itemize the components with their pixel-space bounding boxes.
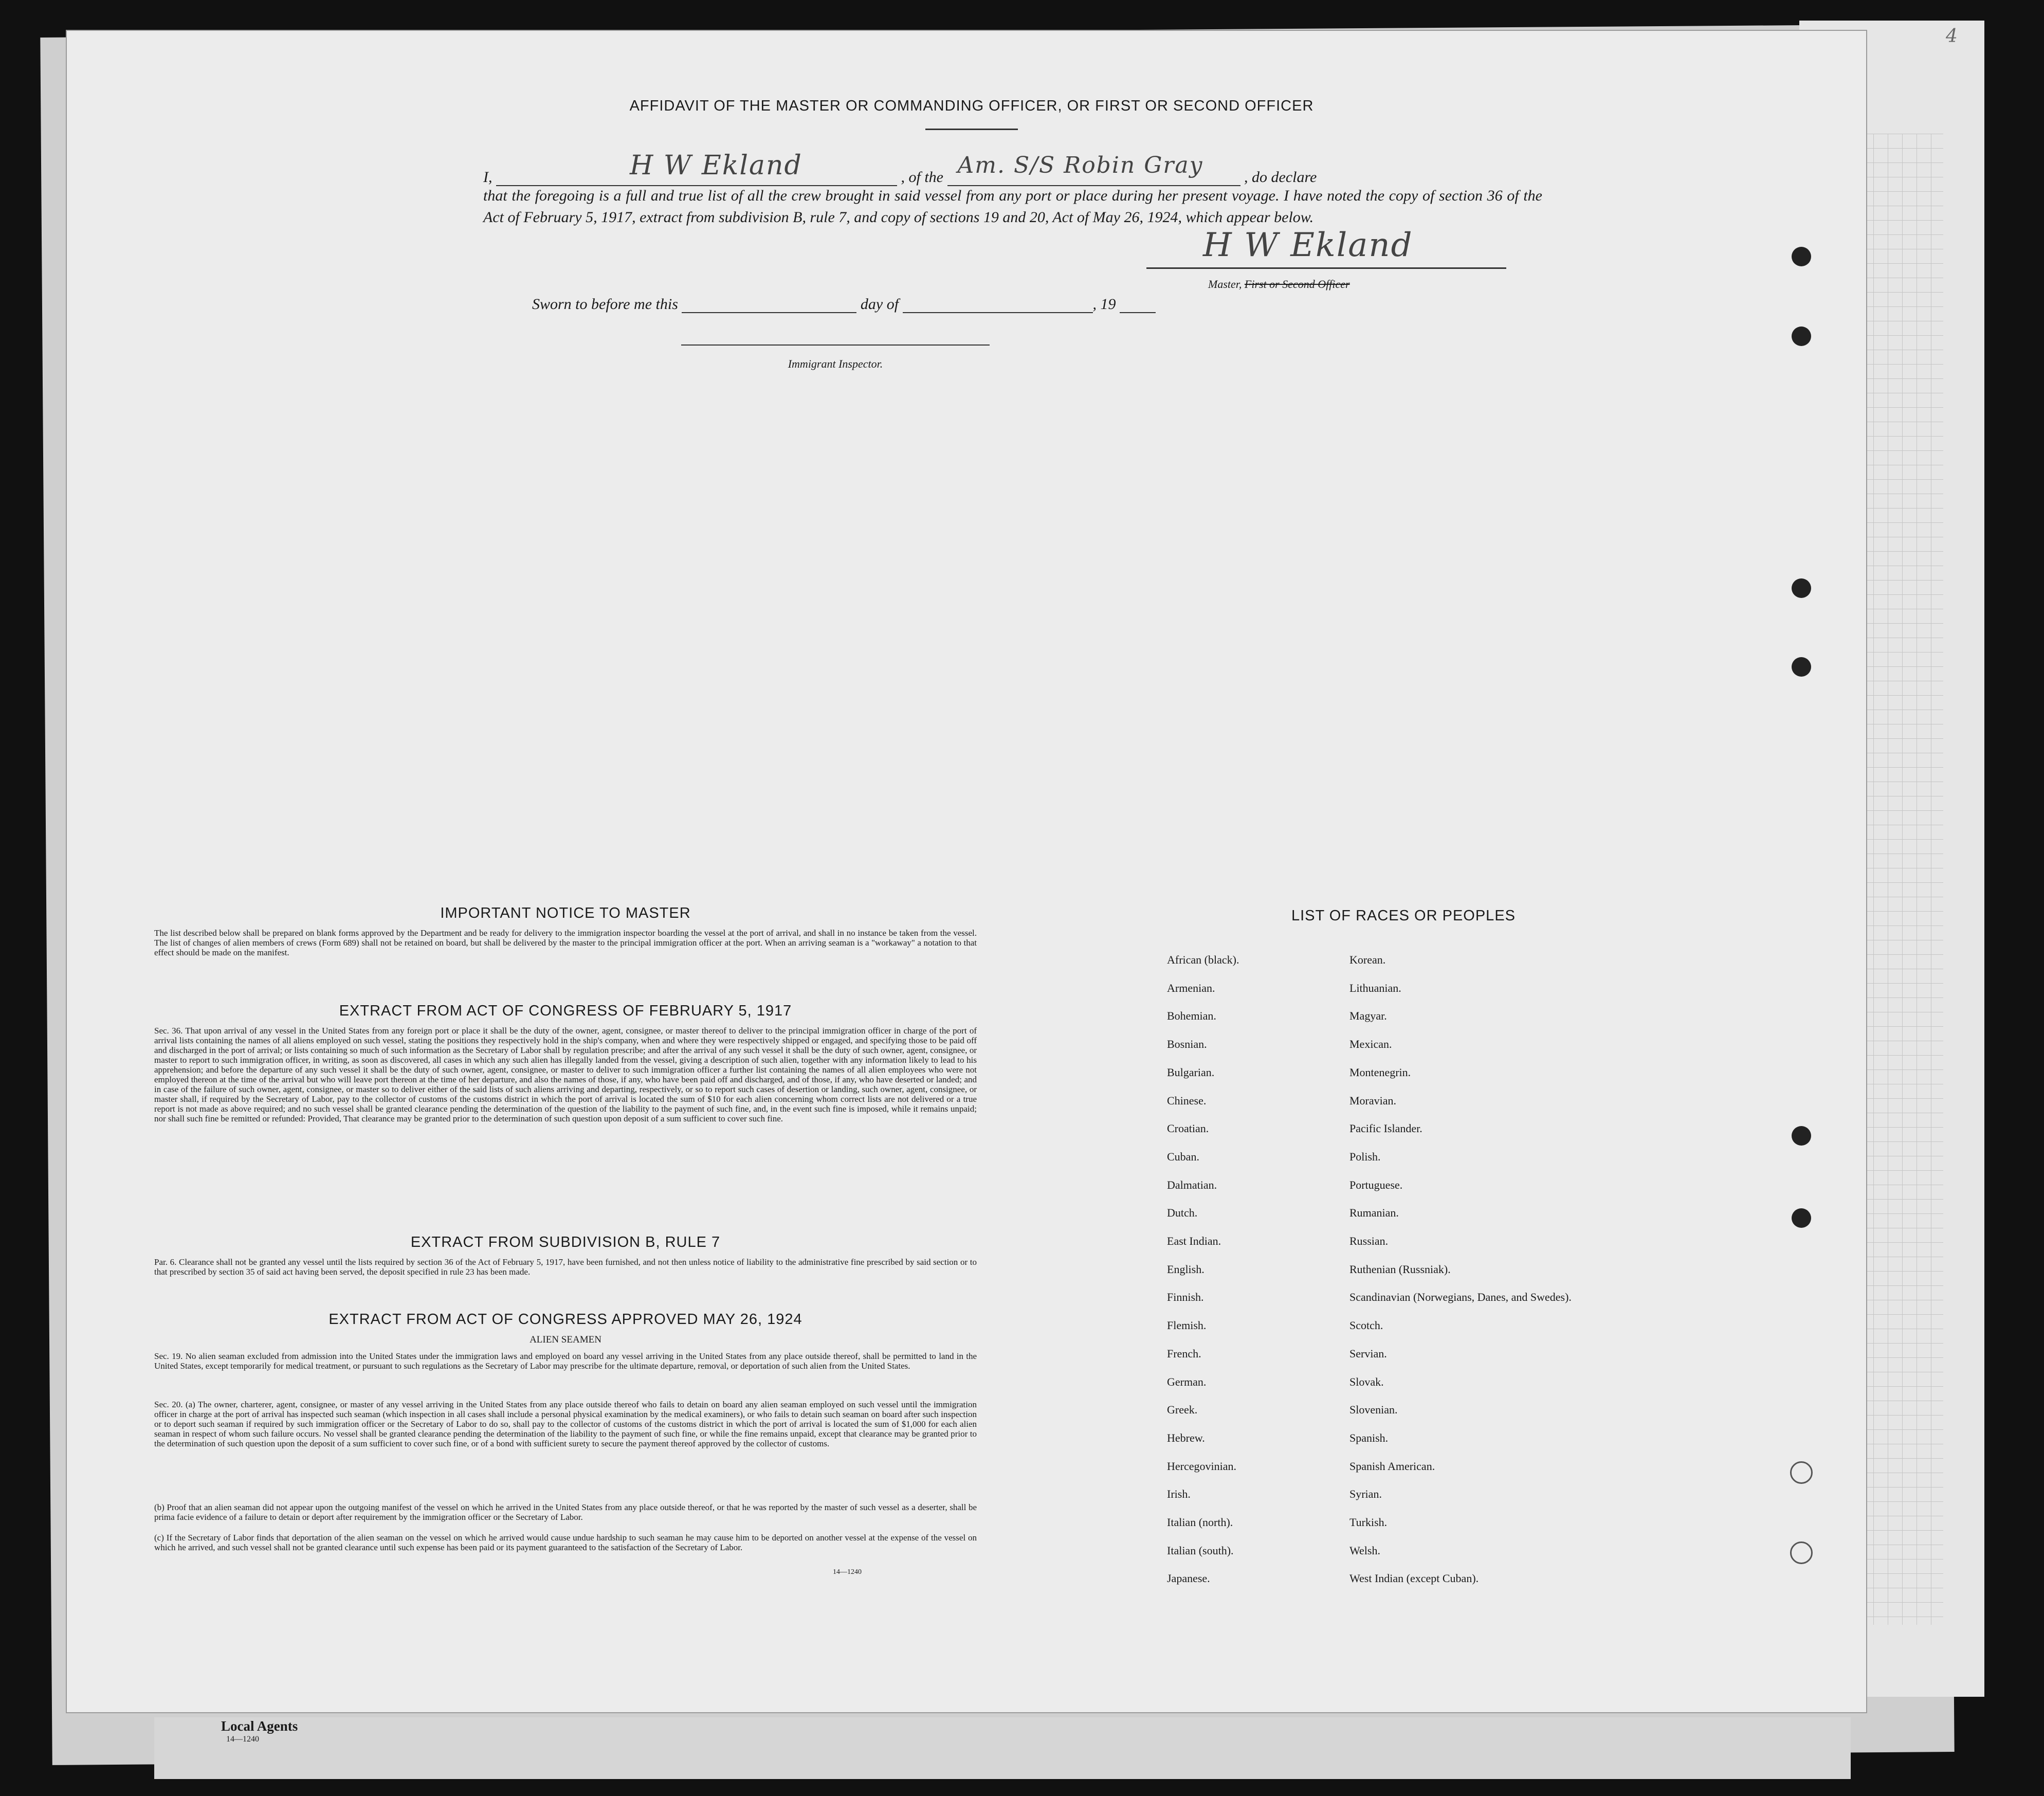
sworn-line [532,296,1156,313]
race-item: Irish. [1167,1487,1191,1501]
subdivision-b-text: Par. 6. Clearance shall not be granted any vessel until the lists required by section 36 of the Act of February 5, 1917, have been furnished, and not then unless notice of liability to the administrative fine prescribed by said section or to that prescribed by section 35 of said act having been served, the deposit specified in rule 23 has been made. [154,1257,977,1277]
race-item: Russian. [1349,1235,1389,1247]
affidavit-body: that the foregoing is a full and true list of all the crew brought in said vessel from any port or place during her present voyage. I have noted the copy of section 36 of the Act of February 5, 1917, extract from subdivision B, rule 7, and copy of sections 19 and 20, Act of May 26, 1924, which appear below. [483,187,1542,226]
race-item: Slovak. [1349,1375,1384,1388]
sworn-day-field [682,299,856,313]
subdivision-b-title: EXTRACT FROM SUBDIVISION B, RULE 7 [410,1234,721,1250]
race-item: Croatian. [1167,1122,1209,1135]
binder-hole [1792,1126,1811,1146]
extract-1924-subtitle: ALIEN SEAMEN [530,1334,601,1345]
bottom-tab-number: 14—1240 [226,1735,259,1744]
race-item: Syrian. [1349,1487,1382,1501]
race-item: Cuban. [1167,1150,1199,1163]
affidavit-declaration [483,150,1542,186]
notice-text: The list described below shall be prepared on blank forms approved by the Department and be ready for delivery to the immigration inspector boarding the vessel at the port of arrival, and shall in no instance be taken from the vessel. The list of changes of alien members of crews (Form 689) shall not be retained on board, but shall be delivered by the master to the principal immigration officer at the port. When an arriving seaman is a "workaway" a notation to that effect should be made on the manifest. [154,928,977,957]
race-item: Slovenian. [1349,1403,1398,1417]
race-item: Chinese. [1167,1094,1207,1107]
race-item: Bosnian. [1167,1038,1207,1051]
declaration-suffix: , do declare [1244,169,1317,186]
binder-hole [1790,1541,1813,1564]
signature-line [1146,226,1506,269]
handwritten-vessel: Am. S/S Robin Gray [957,152,1203,178]
extract-1924-sec19: Sec. 19. No alien seaman excluded from admission into the United States under the immigration laws and employed on board any vessel arriving in the United States from any place outside thereof, shall be permitted to land in the United States, except temporarily for medical treatment, or pursuant to such regulations as the Secretary of Labor may prescribe for the ultimate departure, removal, or deportation of such alien from the United States. [154,1351,977,1371]
signature-caption [1208,278,1350,291]
title-rule [925,129,1018,130]
sworn-year-field [1120,299,1156,313]
race-item: Korean. [1349,953,1386,966]
race-item: Montenegrin. [1349,1065,1411,1079]
race-item: Italian (north). [1167,1516,1233,1529]
race-item: Lithuanian. [1349,981,1401,994]
binder-hole [1792,247,1811,266]
race-item: Turkish. [1349,1516,1388,1529]
binder-hole [1792,578,1811,598]
race-item: East Indian. [1167,1235,1221,1247]
page-number: 4 [1946,26,1958,47]
vessel-field [947,152,1240,186]
binder-hole [1792,1208,1811,1228]
race-item: Portuguese. [1349,1178,1403,1191]
race-item: Polish. [1349,1150,1381,1163]
race-item: Bohemian. [1167,1009,1216,1023]
race-item: French. [1167,1347,1201,1360]
caption-master: Master, [1208,278,1242,291]
race-item: Pacific Islander. [1349,1122,1422,1135]
race-item: Ruthenian (Russniak). [1349,1262,1451,1276]
master-signature: H W Ekland [1203,226,1413,264]
handwritten-name: H W Ekland [630,150,802,181]
race-item: Moravian. [1349,1094,1397,1107]
binder-hole [1790,1461,1813,1484]
extract-1917-title: EXTRACT FROM ACT OF CONGRESS OF FEBRUARY 5, 1917 [339,1003,792,1019]
extract-1917-text: Sec. 36. That upon arrival of any vessel in the United States from any foreign port or place it shall be the duty of the owner, agent, consignee, or master thereof to deliver to the principal immigration officer in charge of the port of arrival lists containing the names of all aliens employed on such vessel, stating the positions they respectively hold in the ship's company, when and where they were respectively shipped or engaged, and specifying those to be paid off and discharged in the port of arrival; or lists containing so much of such information as the Secretary of Labor shall by regulation prescribe; and after the arrival of any such vessel it shall be the duty of such owner, agent, consignee, or master to report to such immigration officer, in writing, as soon as discovered, all cases in which any such alien has illegally landed from the vessel, giving a description of such alien, together with any information likely to lead to his apprehension; and before the departure of any such vessel it shall be the duty of such owner, agent, consignee, or master to deliver to such immigration officer a further list containing the names of all alien employees who were not employed thereon at the time of the arrival but who will leave port thereon at the time of her departure, and also the names of those, if any, who have been paid off and discharged, and of those, if any, who have deserted or landed; and in case of the failure of such owner, agent, consignee, or master so to deliver either of the said lists of such aliens arriving and departing, respectively, or so to report such cases of desertion or landing, such owner, agent, consignee, or master shall, if required by the Secretary of Labor, pay to the collector of customs of the customs district in which the port of arrival is located the sum of $10 for each alien concerning whom correct lists are not delivered or a true report is not made as above required; and no such vessel shall be granted clearance pending the determination of the question of the liability to the payment of such fine, and, in the event such fine is imposed, while it remains unpaid; nor shall such fine be remitted or refunded: Provided, That clearance may be granted prior to the determination of such question upon deposit of a sum sufficient to cover such fine. [154,1026,977,1123]
races-title: LIST OF RACES OR PEOPLES [1291,908,1516,924]
sworn-day-label: day of [860,296,899,313]
binder-hole [1792,326,1811,346]
extract-1924-title: EXTRACT FROM ACT OF CONGRESS APPROVED MAY 26, 1924 [328,1311,802,1328]
inspector-line [681,344,990,346]
race-item: Dalmatian. [1167,1178,1217,1191]
sworn-month-field [903,299,1093,313]
affidavit-title: AFFIDAVIT OF THE MASTER OR COMMANDING OFFICER, OR FIRST OR SECOND OFFICER [629,98,1314,114]
race-item: West Indian (except Cuban). [1349,1572,1479,1585]
name-field [496,150,897,186]
race-item: Armenian. [1167,981,1215,994]
race-item: Japanese. [1167,1572,1210,1585]
race-item: Scandinavian (Norwegians, Danes, and Swedes). [1349,1291,1572,1304]
bottom-tab [154,1712,617,1758]
document-page [67,31,1866,1712]
bottom-tab-label: Local Agents [221,1718,298,1734]
race-item: Mexican. [1349,1038,1392,1051]
race-item: Welsh. [1349,1544,1380,1557]
race-item: Italian (south). [1167,1544,1234,1557]
race-item: Servian. [1349,1347,1387,1360]
race-item: English. [1167,1262,1204,1276]
caption-struck: First or Second Officer [1244,278,1350,291]
race-item: Magyar. [1349,1009,1387,1023]
race-item: Rumanian. [1349,1206,1399,1220]
extract-1924-sec20b: (b) Proof that an alien seaman did not appear upon the outgoing manifest of the vessel on which he arrived in the United States from any place outside thereof, or that he was reported by the master of such vessel as a deserter, shall be prima facie evidence of a failure to detain or deport after requirement by the immigration officer or the Secretary of Labor. [154,1502,977,1522]
form-number: 14—1240 [833,1568,862,1576]
notice-title: IMPORTANT NOTICE TO MASTER [440,905,691,921]
sworn-prefix: Sworn to before me this [532,296,678,313]
race-item: Flemish. [1167,1319,1207,1332]
race-item: Scotch. [1349,1319,1383,1332]
sworn-year-label: , 19 [1092,296,1116,313]
race-item: Hercegovinian. [1167,1459,1236,1473]
race-item: Greek. [1167,1403,1198,1417]
extract-1924-sec20c: (c) If the Secretary of Labor finds that deportation of the alien seaman on the vessel on which he arrived would cause undue hardship to such seaman he may cause him to be deported on another vessel at the expense of the vessel on which he arrived, and such vessel shall not be granted clearance until such expense has been paid or its payment guaranteed to the satisfaction of the Secretary of Labor. [154,1533,977,1552]
race-item: Dutch. [1167,1206,1198,1220]
binder-hole [1792,657,1811,677]
declaration-of: , of the [901,169,943,186]
race-item: Hebrew. [1167,1431,1205,1444]
race-item: Spanish. [1349,1431,1389,1444]
declaration-prefix: I, [483,169,492,186]
race-item: Finnish. [1167,1291,1204,1304]
race-item: German. [1167,1375,1207,1388]
race-item: Bulgarian. [1167,1065,1215,1079]
extract-1924-sec20a: Sec. 20. (a) The owner, charterer, agent, consignee, or master of any vessel arriving in the United States from any place outside thereof who fails to detain on board any alien seaman employed on such vessel until the immigration officer in charge at the port of arrival has inspected such seaman (which inspection in all cases shall include a personal physical examination by the medical examiners), or who fails to detain such seaman on board after such inspection or to deport such seaman if required by such immigration officer or the Secretary of Labor to do so, shall pay to the collector of customs of the customs district in which the port of arrival is located the sum of $1,000 for each alien seaman in respect of whom such failure occurs. No vessel shall be granted clearance pending the determination of the liability to the payment of such fine, or while the fine remains unpaid, except that clearance may be granted prior to the determination of such question upon the deposit of a sum sufficient to cover such fine, or of a bond with sufficient surety to secure the payment thereof approved by the collector of customs. [154,1400,977,1448]
race-item: Spanish American. [1349,1459,1435,1473]
race-item: African (black). [1167,953,1239,966]
inspector-caption: Immigrant Inspector. [788,357,883,370]
